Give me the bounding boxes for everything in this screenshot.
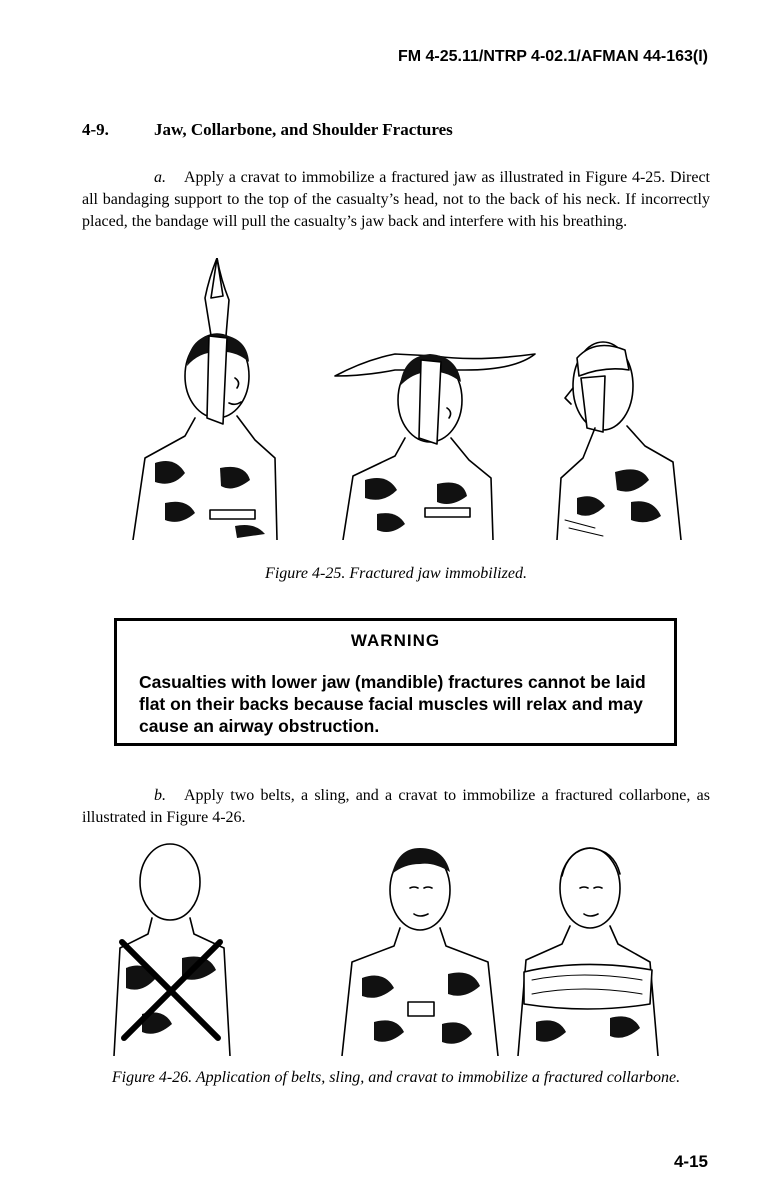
section-heading xyxy=(82,120,453,140)
paragraph-a xyxy=(82,167,710,233)
page-number: 4-15 xyxy=(673,1152,708,1171)
paragraph-b xyxy=(82,785,710,829)
collarbone-illustration-sling xyxy=(518,848,658,1056)
figure-4-25-caption: Figure 4-25. Fractured jaw immobilized. xyxy=(265,565,527,582)
paragraph-a-text: Apply a cravat to immobilize a fractured jaw as illustrated in Figure 4-25. Direct all bandaging support to the top of the casualty’s head, not to the back of his neck. If incorrectly placed, the bandage will pull the casualty’s jaw back and interfere with his breathing. xyxy=(82,169,710,230)
paragraph-b-text: Apply two belts, a sling, and a cravat to immobilize a fractured collarbone, as illustrated in Figure 4-26. xyxy=(82,787,710,826)
section-title-text: Jaw, Collarbone, and Shoulder Fractures xyxy=(154,120,453,139)
warning-text: Casualties with lower jaw (mandible) fractures cannot be laid flat on their backs because facial muscles will relax and may cause an airway obstruction. xyxy=(139,672,646,736)
document-header: FM 4-25.11/NTRP 4-02.1/AFMAN 44-163(I) xyxy=(397,48,708,65)
paragraph-a-lead: a. xyxy=(154,169,166,186)
figure-4-25-illustration xyxy=(125,258,690,540)
jaw-illustration-3 xyxy=(557,342,681,540)
collarbone-illustration-front xyxy=(342,848,498,1056)
jaw-illustration-1 xyxy=(133,258,277,540)
warning-title: WARNING xyxy=(350,631,441,650)
warning-box xyxy=(114,618,677,746)
figure-4-26-caption: Figure 4-26. Application of belts, sling, and cravat to immobilize a fractured collarbone. xyxy=(111,1069,681,1086)
paragraph-b-lead: b. xyxy=(154,787,166,804)
jaw-illustration-2 xyxy=(335,354,535,540)
section-number: 4-9. xyxy=(82,120,109,139)
figure-4-26-illustration xyxy=(112,838,662,1056)
collarbone-illustration-back xyxy=(114,844,230,1056)
